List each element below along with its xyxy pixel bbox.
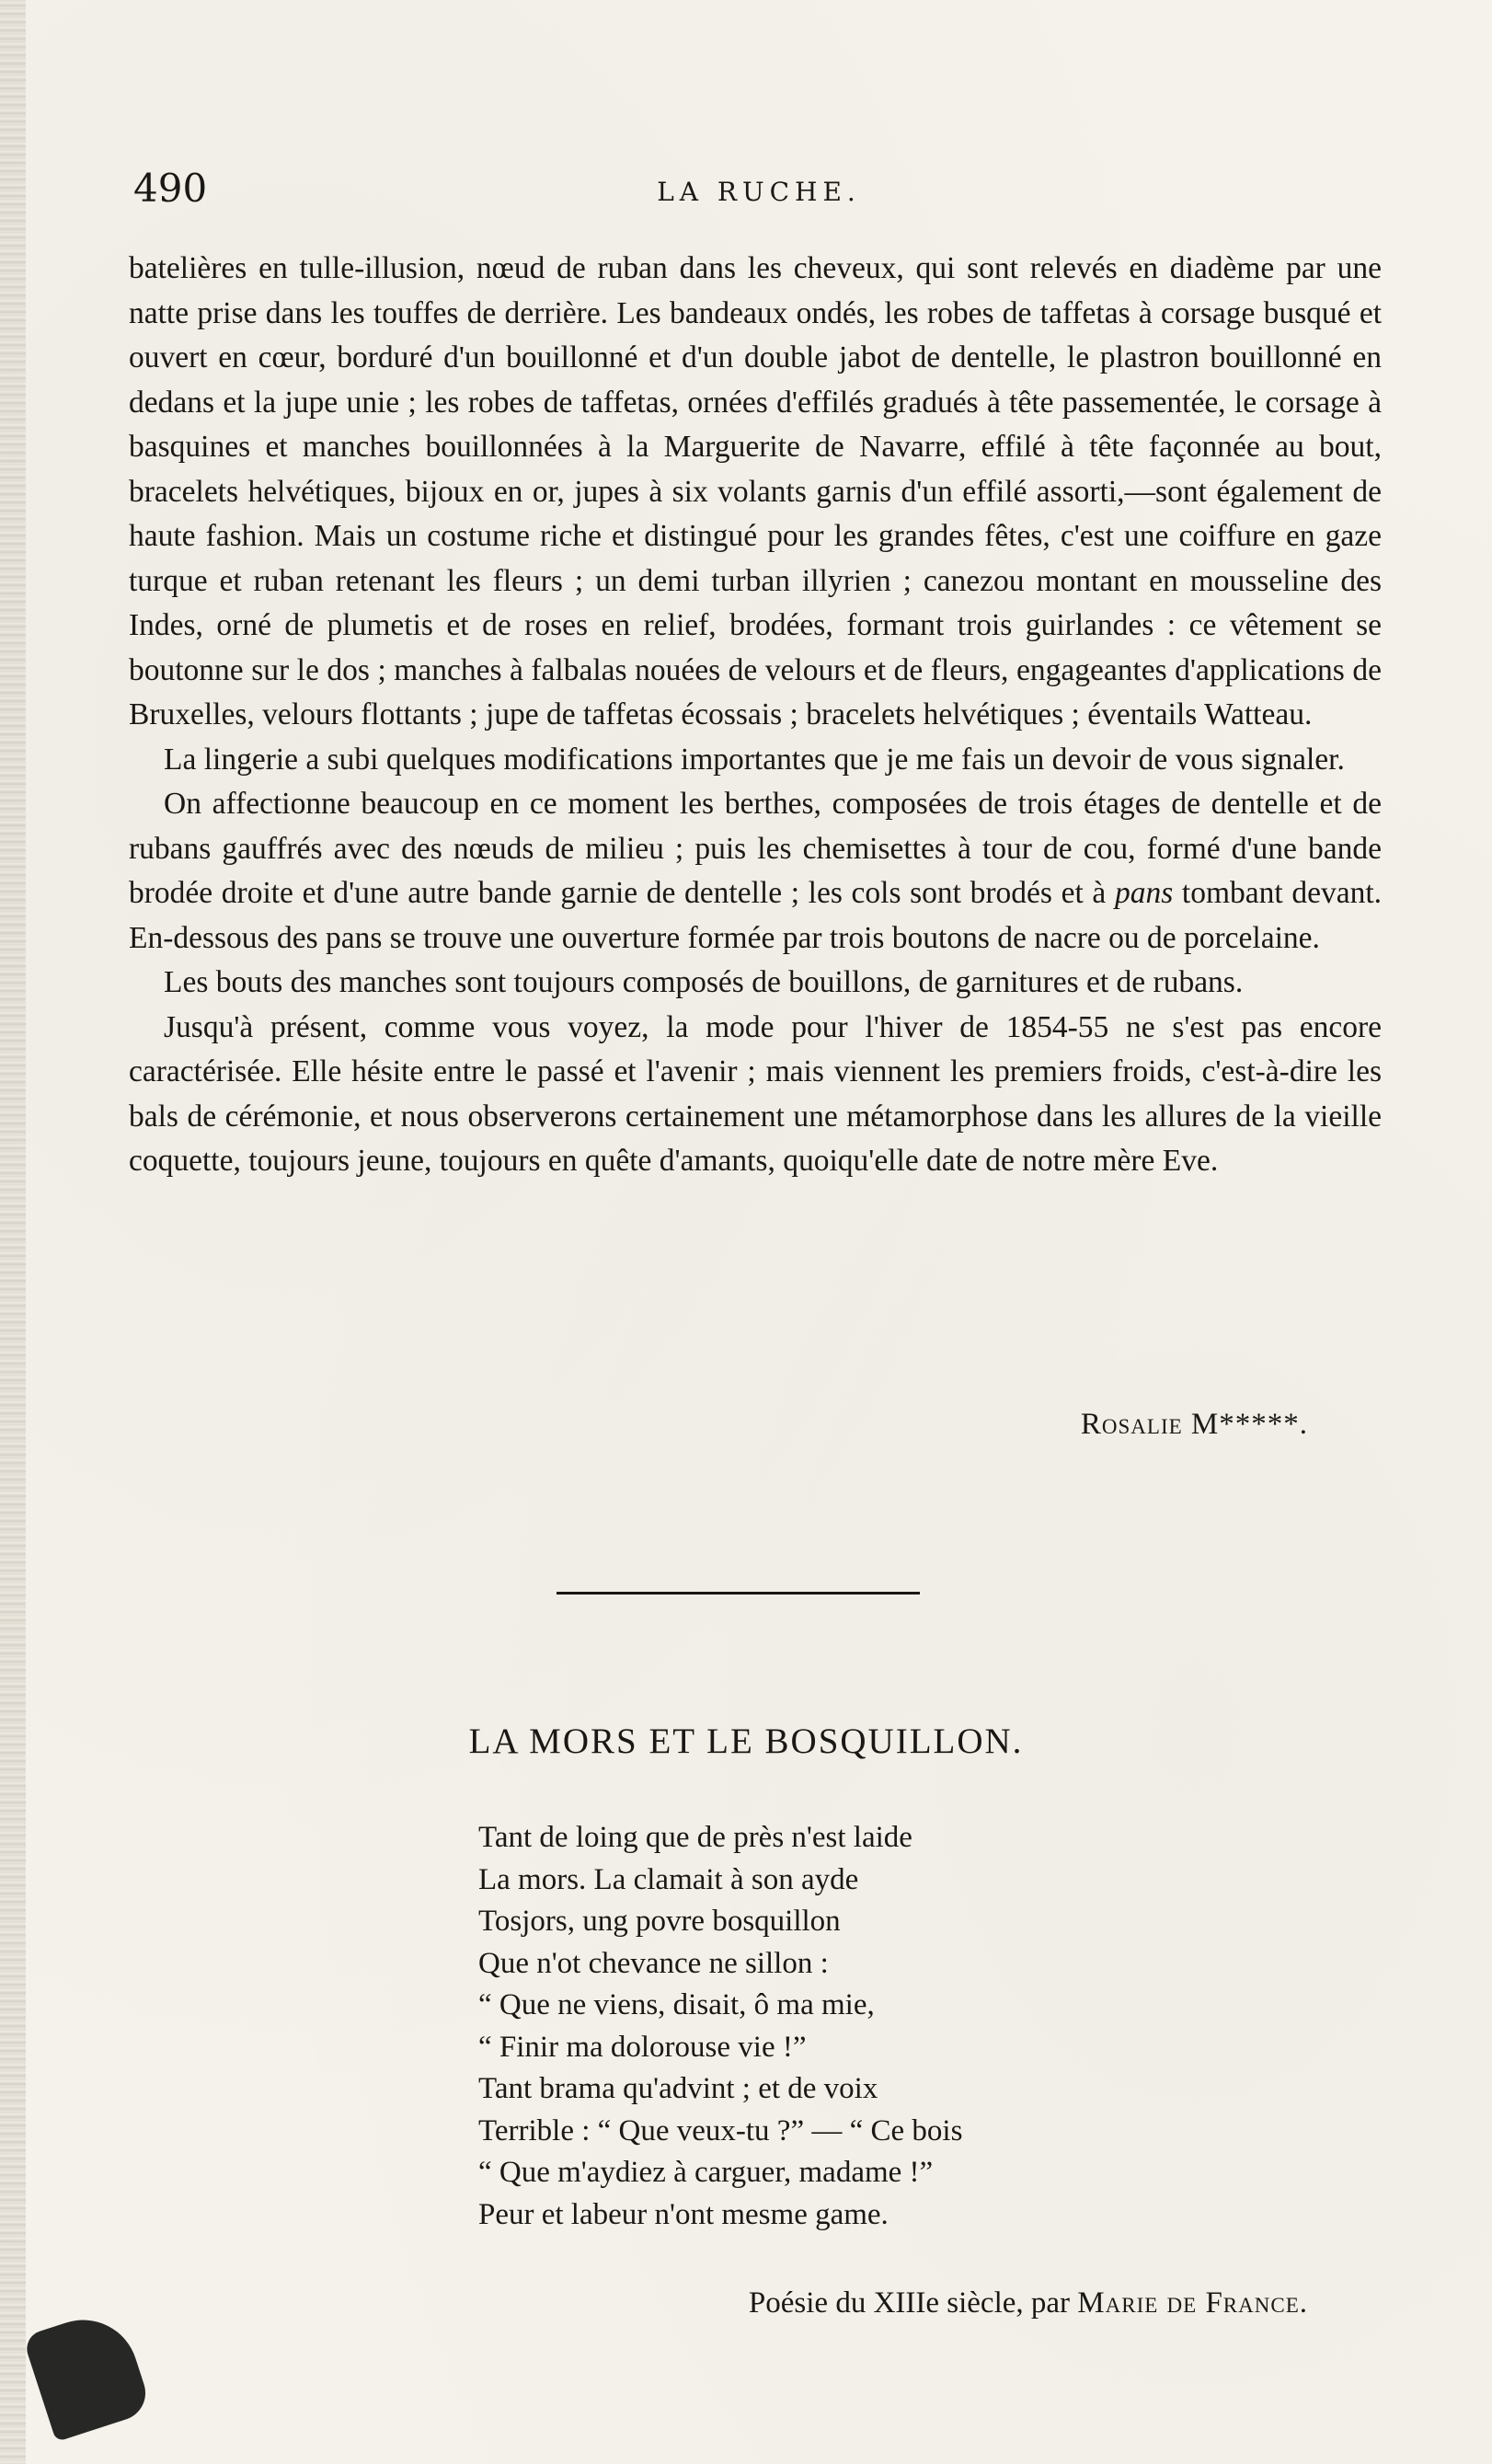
poem-line: Terrible : “ Que veux-tu ?” — “ Ce bois [478,2113,963,2147]
poem-line: Tosjors, ung povre bosquillon [478,1905,841,1938]
page-number: 490 [133,166,208,211]
poem-line: Tant brama qu'advint ; et de voix [478,2072,878,2105]
paragraph-berthes-end: tombant devant. En-dessous des pans se trouve une ouverture formée par trois boutons de nacre ou de porcelaine. [129,876,1383,955]
paragraph-berthes [129,782,1382,961]
italic-pans: pans [1114,876,1174,910]
poem-body [478,1817,962,2236]
corner-ink-blot [22,2306,153,2442]
paragraph-berthes-start: On affectionne beaucoup en ce moment les berthes, composées de trois étages de dentelle et de rubans gauffrés avec des nœuds de milieu ; puis les chemisettes à tour de cou, formé d'une bande brodée droite et d'une autre bande garnie de dentelle ; les cols sont brodés et à [129,787,1382,910]
paragraph-continued: batelières en tulle-illusion, nœud de ruban dans les cheveux, qui sont relevés en diadème par une natte prise dans les touffes de derrière. Les bandeaux ondés, les robes de taffetas à corsage busqué et ouvert en cœur, borduré d'un bouillonné et d'un double jabot de dentelle, le plastron bouillonné en dedans et la jupe unie ; les robes de taffetas, ornées d'effilés gradués à tête passementée, le corsage à basquines et manches bouillonnées à la Marguerite de Navarre, effilé à tête façonnée au bout, bracelets helvétiques, bijoux en or, jupes à six volants garnis d'un effilé assorti,—sont également de haute fashion. Mais un costume riche et distingué pour les grandes fêtes, c'est une coiffure en gaze turque et ruban retenant les fleurs ; un demi turban illyrien ; canezou montant en mousseline des Indes, orné de plumetis et de roses en relief, brodées, formant trois guirlandes : ce vêtement se boutonne sur le dos ; manches à falbalas nouées de velours et de fleurs, engageantes d'applications de Bruxelles, velours flottants ; jupe de taffetas écossais ; bracelets helvétiques ; éventails Watteau. [129,251,1382,731]
poem-line: “ Que m'aydiez à carguer, madame !” [478,2156,934,2189]
article-signature: Rosalie M*****. [1080,1408,1308,1441]
attribution-author: Marie de France. [1077,2286,1308,2320]
poem-line: “ Que ne viens, disait, ô ma mie, [478,1988,875,2021]
running-title: LA RUCHE. [657,177,861,207]
page-header [133,166,1384,212]
paragraph-lingerie: La lingerie a subi quelques modifications importantes que je me fais un devoir de vous signaler. [164,742,1345,777]
poem-line: “ Finir ma dolorouse vie !” [478,2030,807,2064]
poem-line: Que n'ot chevance ne sillon : [478,1946,829,1980]
paragraph-manches: Les bouts des manches sont toujours composés de bouillons, de garnitures et de rubans. [164,965,1244,999]
poem-line: Tant de loing que de près n'est laide [478,1821,912,1854]
poem-title: LA MORS ET LE BOSQUILLON. [468,1721,1024,1761]
page-gutter-edge [0,0,26,2464]
poem-attribution [749,2286,1308,2320]
section-divider [557,1592,920,1595]
attribution-prefix: Poésie du XIIIe siècle, par [748,2286,1078,2320]
article-body [129,247,1382,1184]
poem-line: La mors. La clamait à son ayde [478,1862,859,1896]
poem-line: Peur et labeur n'ont mesme game. [478,2197,889,2231]
paragraph-hiver: Jusqu'à présent, comme vous voyez, la mode pour l'hiver de 1854-55 ne s'est pas encore caractérisée. Elle hésite entre le passé et l'avenir ; mais viennent les premiers froids, c'est-à-dire les bals de cérémonie, et nous observerons certainement une métamorphose dans les allures de la vieille coquette, toujours jeune, toujours en quête d'amants, quoiqu'elle date de notre mère Eve. [129,1009,1382,1178]
